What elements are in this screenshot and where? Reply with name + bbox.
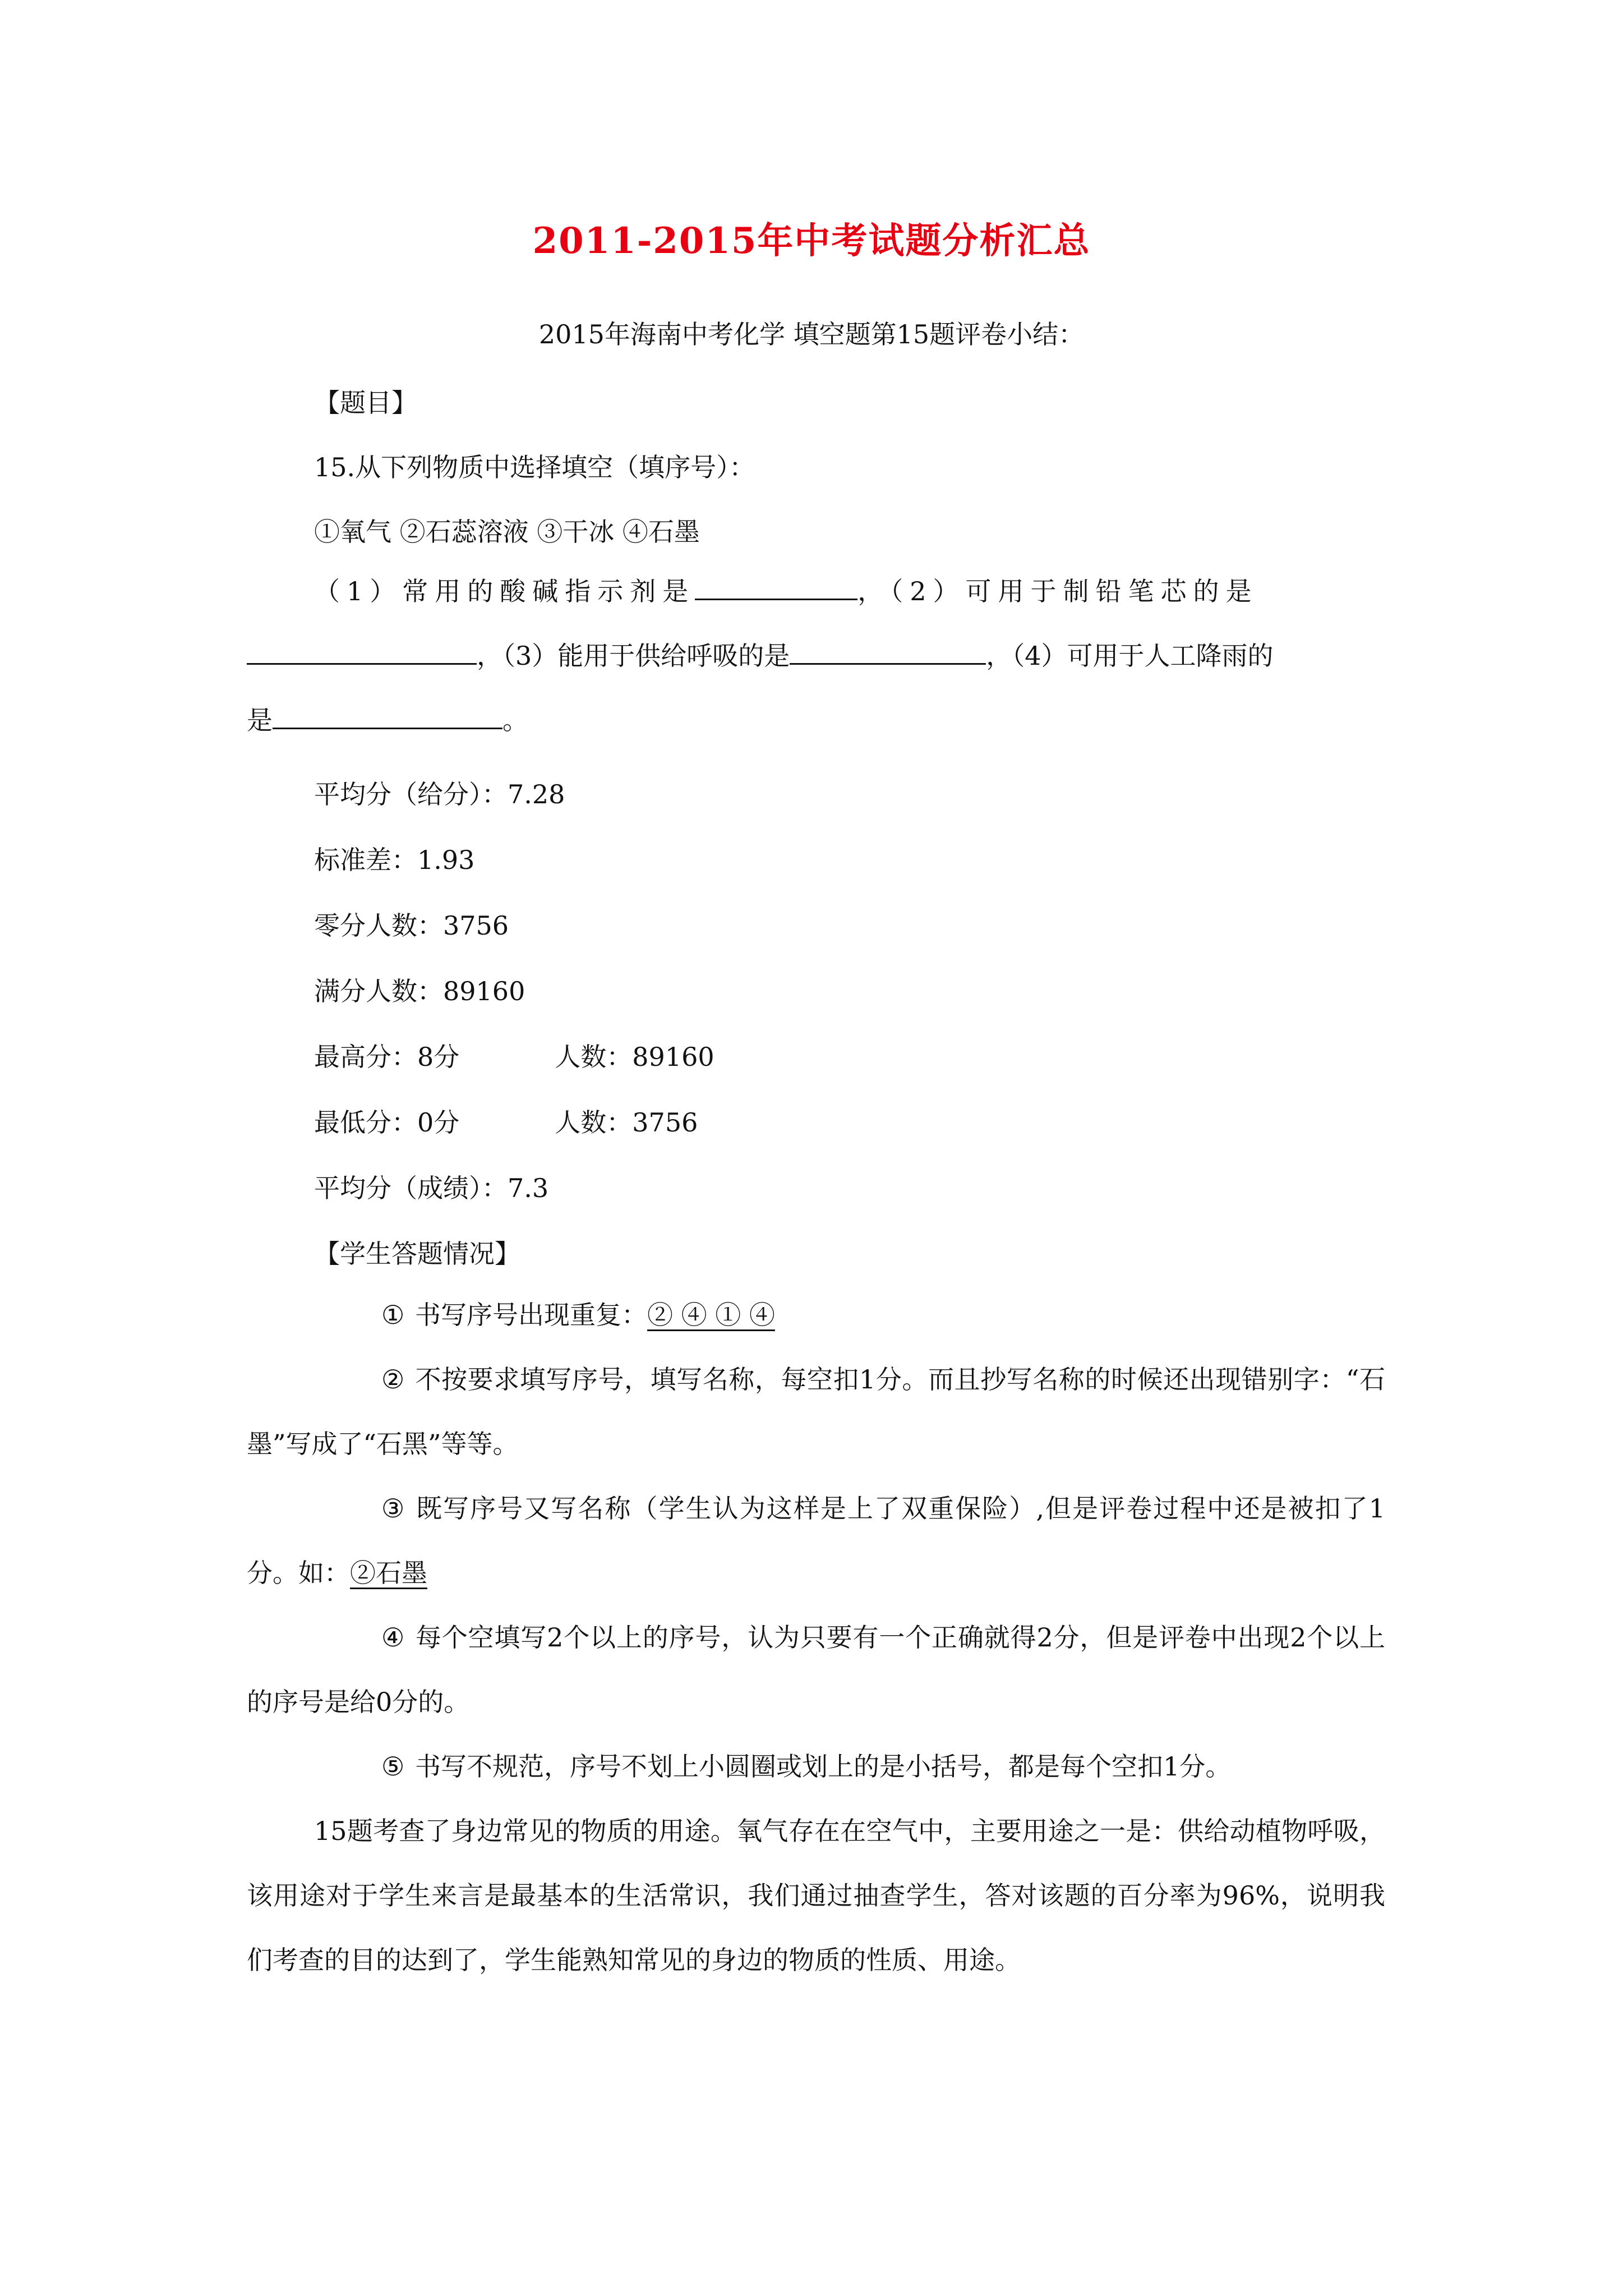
- question-prompt: 15.从下列物质中选择填空（填序号）：: [314, 452, 755, 482]
- item-number: ③: [381, 1493, 405, 1524]
- item-number: ①: [381, 1300, 405, 1330]
- item-text: 书写序号出现重复：: [415, 1300, 647, 1330]
- answer-item: [247, 1476, 1385, 1605]
- question-line-2: [247, 624, 1385, 688]
- summary-paragraph: 15题考查了身边常见的物质的用途。氧气存在在空气中，主要用途之一是：供给动植物呼吸，该用途对于学生来言是最基本的生活常识，我们通过抽查学生，答对该题的百分率为96%，说明我们考查的目的达到了，学生能熟知常见的身边的物质的性质、用途。: [247, 1816, 1385, 1975]
- stat-max-people: 人数：89160: [555, 1042, 714, 1072]
- section-heading-question: 【题目】: [314, 388, 417, 418]
- answer-item: [247, 1347, 1385, 1476]
- item-text: 不按要求填写序号，填写名称，每空扣1分。而且抄写名称的时候还出现错别字：“石墨”写成了“石黑”等等。: [247, 1364, 1385, 1459]
- question-text: ，（4）可用于人工降雨的: [986, 641, 1274, 671]
- stat-full-count: 满分人数：89160: [314, 976, 525, 1006]
- item-number: ⑤: [381, 1751, 405, 1782]
- stat-std: 标准差：1.93: [314, 845, 475, 875]
- item-underlined: ②石墨: [350, 1558, 427, 1588]
- page-title: 2011-2015年中考试题分析汇总: [532, 220, 1091, 262]
- answer-blank-4[interactable]: [273, 702, 502, 729]
- question-text: ，（2）可用于制铅笔芯的是: [857, 576, 1258, 606]
- item-text: 既写序号又写名称（学生认为这样是上了双重保险）,但是评卷过程中还是被扣了1分。如：: [247, 1493, 1385, 1588]
- stat-min-people: 人数：3756: [555, 1107, 698, 1138]
- section-heading-answers: 【学生答题情况】: [314, 1239, 520, 1269]
- answer-item: [247, 1283, 1385, 1347]
- stat-avg-score: 平均分（成绩）：7.3: [314, 1173, 549, 1203]
- answer-blank-3[interactable]: [790, 637, 986, 665]
- question-text: ，（3）能用于供给呼吸的是: [477, 641, 790, 671]
- question-text: 是: [247, 705, 273, 735]
- item-number: ②: [381, 1364, 405, 1395]
- stat-min-label: 最低分：0分: [314, 1107, 460, 1138]
- answer-blank-2[interactable]: [247, 637, 477, 665]
- stat-max: [314, 1037, 714, 1074]
- question-text: （1）常用的酸碱指示剂是: [314, 576, 695, 606]
- item-underlined: ② ④ ① ④: [647, 1300, 775, 1330]
- answer-item: [247, 1605, 1385, 1734]
- question-text: 。: [502, 705, 528, 735]
- answer-item: [247, 1734, 1385, 1799]
- answers-list: [247, 1283, 1385, 1993]
- item-text: 书写不规范，序号不划上小圆圈或划上的是小括号，都是每个空扣1分。: [415, 1751, 1232, 1782]
- question-line-1: [247, 559, 1385, 624]
- stat-avg-given: 平均分（给分）：7.28: [314, 779, 565, 809]
- item-number: ④: [381, 1622, 405, 1653]
- item-text: 每个空填写2个以上的序号，认为只要有一个正确就得2分，但是评卷中出现2个以上的序号是给0分的。: [247, 1622, 1385, 1717]
- answer-blank-1[interactable]: [695, 573, 857, 600]
- question-options: ①氧气 ②石蕊溶液 ③干冰 ④石墨: [314, 517, 700, 547]
- stat-max-label: 最高分：8分: [314, 1042, 460, 1072]
- question-line-3: [247, 688, 1385, 753]
- stat-min: [314, 1102, 698, 1139]
- stat-zero-count: 零分人数：3756: [314, 910, 509, 941]
- question-blanks: [247, 559, 1385, 753]
- page-subtitle: 2015年海南中考化学 填空题第15题评卷小结：: [538, 319, 1085, 349]
